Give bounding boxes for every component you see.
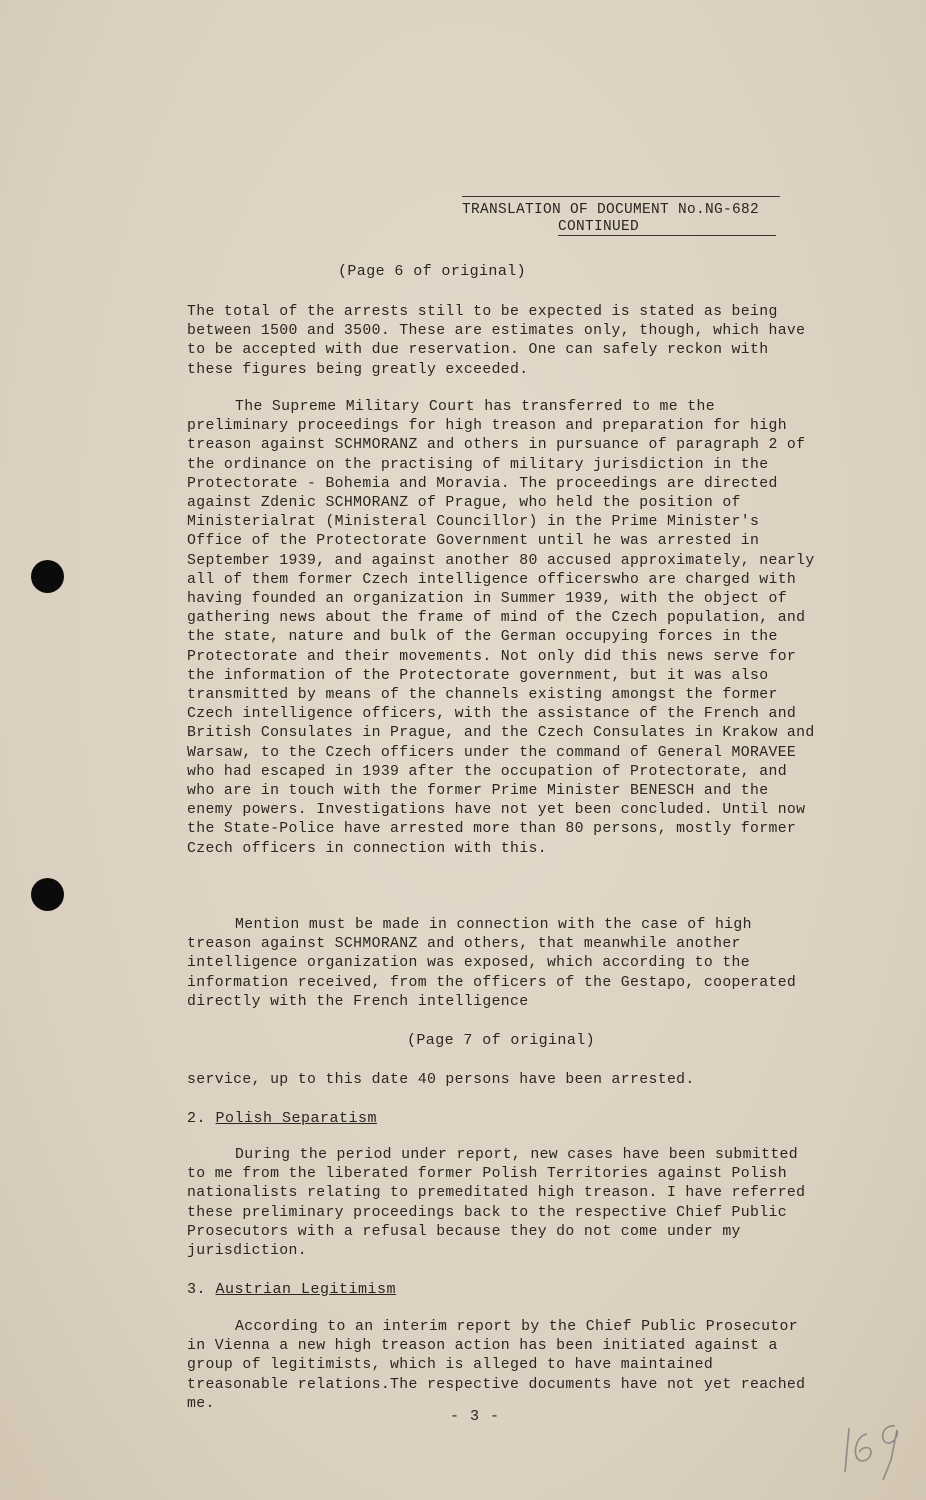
paragraph-polish-text: During the period under report, new cases have been submitted to me from the liberated former Polish Territories against Polish nationalists relating to premeditated high treason. I have referred these preliminary proceedings back to the respective Chief Public Prosecutors with a refusal because they do not come under my jurisdiction.: [187, 1147, 806, 1260]
paragraph-service-text: service, up to this date 40 persons have been arrested.: [187, 1072, 695, 1088]
header-title: TRANSLATION OF DOCUMENT No.NG-682: [462, 202, 760, 218]
paragraph-austrian-text: According to an interim report by the Chief Public Prosecutor in Vienna a new high treason action has been initiated against a group of legitimists, which is alleged to have maintained treasonable relations.The respective documents have not yet reached me.: [187, 1319, 806, 1412]
paragraph-polish: [187, 1146, 817, 1261]
paragraph-arrests: [187, 303, 817, 380]
translation-header: [462, 196, 780, 236]
paragraph-schmoranz: [187, 398, 817, 859]
header-rule-bottom: [558, 235, 776, 236]
punch-hole-top: [31, 560, 64, 593]
paragraph-service: [187, 1071, 817, 1090]
paragraph-intelligence-text: Mention must be made in connection with the case of high treason against SCHMORANZ and others, that meanwhile another intelligence organization was exposed, which according to the information received, from the officers of the Gestapo, cooperated directly with the French intelligence: [187, 917, 797, 1010]
section-number: 3.: [187, 1281, 207, 1298]
section-heading-austrian: [187, 1281, 396, 1298]
paragraph-austrian: [187, 1318, 817, 1414]
paragraph-arrests-text: The total of the arrests still to be expected is stated as being between 1500 and 3500. These are estimates only, though, which have to be accepted with due reservation. One can safely reckon with these figures being greatly exceeded.: [187, 304, 806, 378]
page-ref-7: (Page 7 of original): [407, 1032, 596, 1049]
paragraph-schmoranz-text: The Supreme Military Court has transferred to me the preliminary proceedings for high treason and preparation for high treason against SCHMORANZ and others in pursuance of paragraph 2 of the ordinance on the practising of military jurisdiction in the Protectorate - Bohemia and Moravia. The proceedings are directed against Zdenic SCHMORANZ of Prague, who held the position of Ministerialrat (Ministeral Councillor) in the Prime Minister's Office of the Protectorate Government until he was arrested in September 1939, and against another 80 accused approximately, nearly all of them former Czech intelligence officerswho are charged with having founded an organization in Summer 1939, with the object of gathering news about the frame of mind of the Czech population, and the state, nature and bulk of the German occupying forces in the Protectorate and their movements. Not only did this news serve for the information of the Protectorate government, but it was also transmitted by means of the channels existing amongst the former Czech intelligence officers, with the assistance of the French and British Consulates in Prague, and the Czech Consulates in Krakow and Warsaw, to the Czech officers under the command of General MORAVEE who had escaped in 1939 after the occupation of Protectorate, and who are in touch with the former Prime Minister BENESCH and the enemy powers. Investigations have not yet been concluded. Until now the State-Police have arrested more than 80 persons, mostly former Czech officers in connection with this.: [187, 399, 815, 857]
handwritten-folio-number: [843, 1420, 913, 1480]
punch-hole-bottom: [31, 878, 64, 911]
page-number: - 3 -: [450, 1408, 501, 1425]
section-heading-polish: [187, 1110, 377, 1127]
section-title: Polish Separatism: [215, 1110, 378, 1127]
header-continued: CONTINUED: [558, 219, 640, 235]
paragraph-intelligence: [187, 916, 817, 1012]
section-number: 2.: [187, 1110, 207, 1127]
section-title: Austrian Legitimism: [215, 1281, 397, 1298]
page-ref-6: (Page 6 of original): [338, 263, 527, 280]
header-rule-top: [462, 196, 780, 197]
